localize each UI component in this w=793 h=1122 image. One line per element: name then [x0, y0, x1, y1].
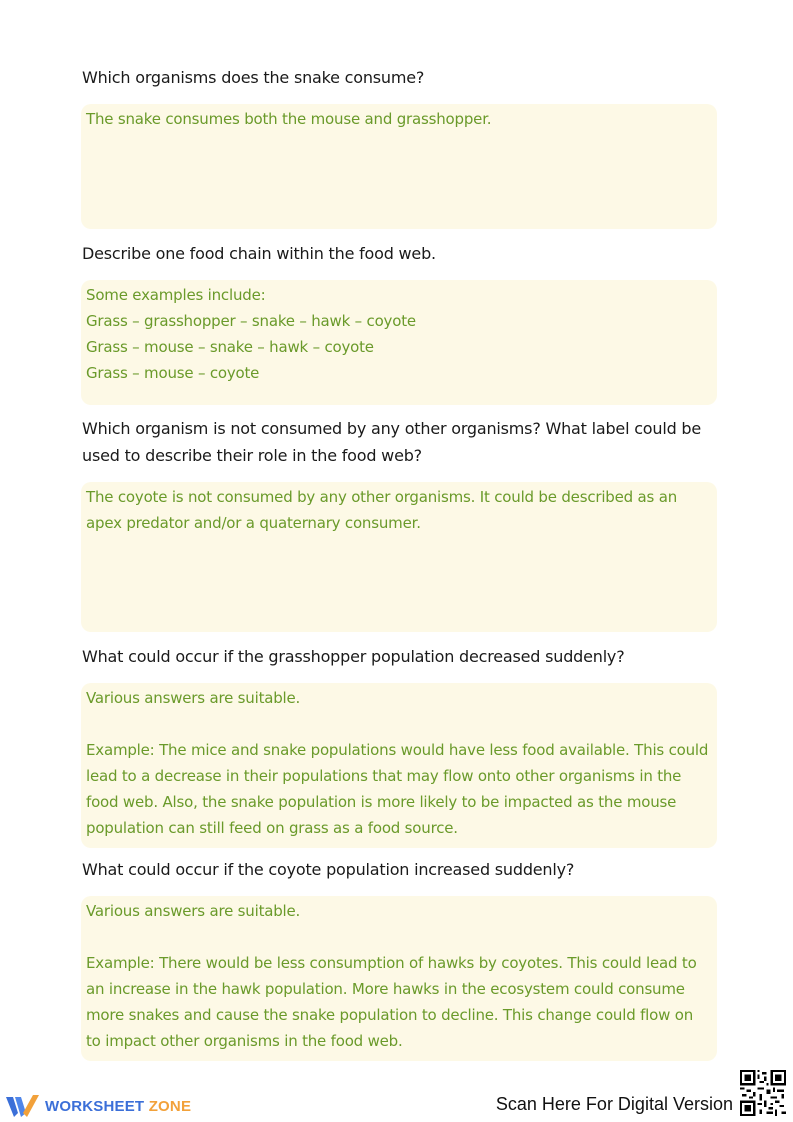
qr-code-icon[interactable] [740, 1070, 786, 1116]
answer-box-1 [81, 104, 717, 229]
question-3: Which organism is not consumed by any other organisms? What label could be used to describe their role in the food web? [82, 419, 702, 465]
answer-line: Various answers are suitable. [86, 689, 301, 707]
answer-1 [86, 106, 711, 132]
logo-word-zone: ZONE [148, 1097, 192, 1115]
answer-line: Grass – mouse – coyote [86, 364, 260, 382]
answer-line: The coyote is not consumed by any other organisms. It could be described as an apex predator and/or a quaternary consumer. [86, 488, 678, 532]
answer-2 [86, 282, 711, 386]
answer-box-2 [81, 280, 717, 405]
answer-box-5 [81, 896, 717, 1061]
answer-line: Example: The mice and snake populations would have less food available. This could lead to a decrease in their populations that may flow onto other organisms in the food web. Also, the snake population is more likely to be impacted as the mouse population can still feed on grass as a food source. [86, 741, 709, 837]
scan-text: Scan Here For Digital Version [495, 1094, 733, 1114]
question-2: Describe one food chain within the food web. [82, 244, 436, 263]
answer-box-4 [81, 683, 717, 848]
answer-4 [86, 685, 711, 841]
answer-line [86, 711, 711, 737]
answer-line [86, 924, 711, 950]
logo-word-worksheet: WORKSHEET [45, 1097, 145, 1115]
answer-line: Some examples include: [86, 286, 266, 304]
logo-w-icon [6, 1093, 40, 1119]
logo-text [45, 1098, 191, 1115]
worksheet-zone-logo[interactable] [6, 1092, 191, 1120]
answer-line: Various answers are suitable. [86, 902, 301, 920]
answer-box-3 [81, 482, 717, 632]
question-1: Which organisms does the snake consume? [82, 68, 425, 87]
question-5: What could occur if the coyote population increased suddenly? [82, 860, 575, 879]
answer-line: Grass – mouse – snake – hawk – coyote [86, 338, 374, 356]
answer-3 [86, 484, 711, 536]
answer-line: Grass – grasshopper – snake – hawk – coyote [86, 312, 416, 330]
answer-line: Example: There would be less consumption of hawks by coyotes. This could lead to an increase in the hawk population. More hawks in the ecosystem could consume more snakes and cause the snake population to decline. This change could flow on to impact other organisms in the food web. [86, 954, 697, 1050]
question-4: What could occur if the grasshopper population decreased suddenly? [82, 647, 625, 666]
answer-line: The snake consumes both the mouse and grasshopper. [86, 110, 492, 128]
answer-5 [86, 898, 711, 1054]
